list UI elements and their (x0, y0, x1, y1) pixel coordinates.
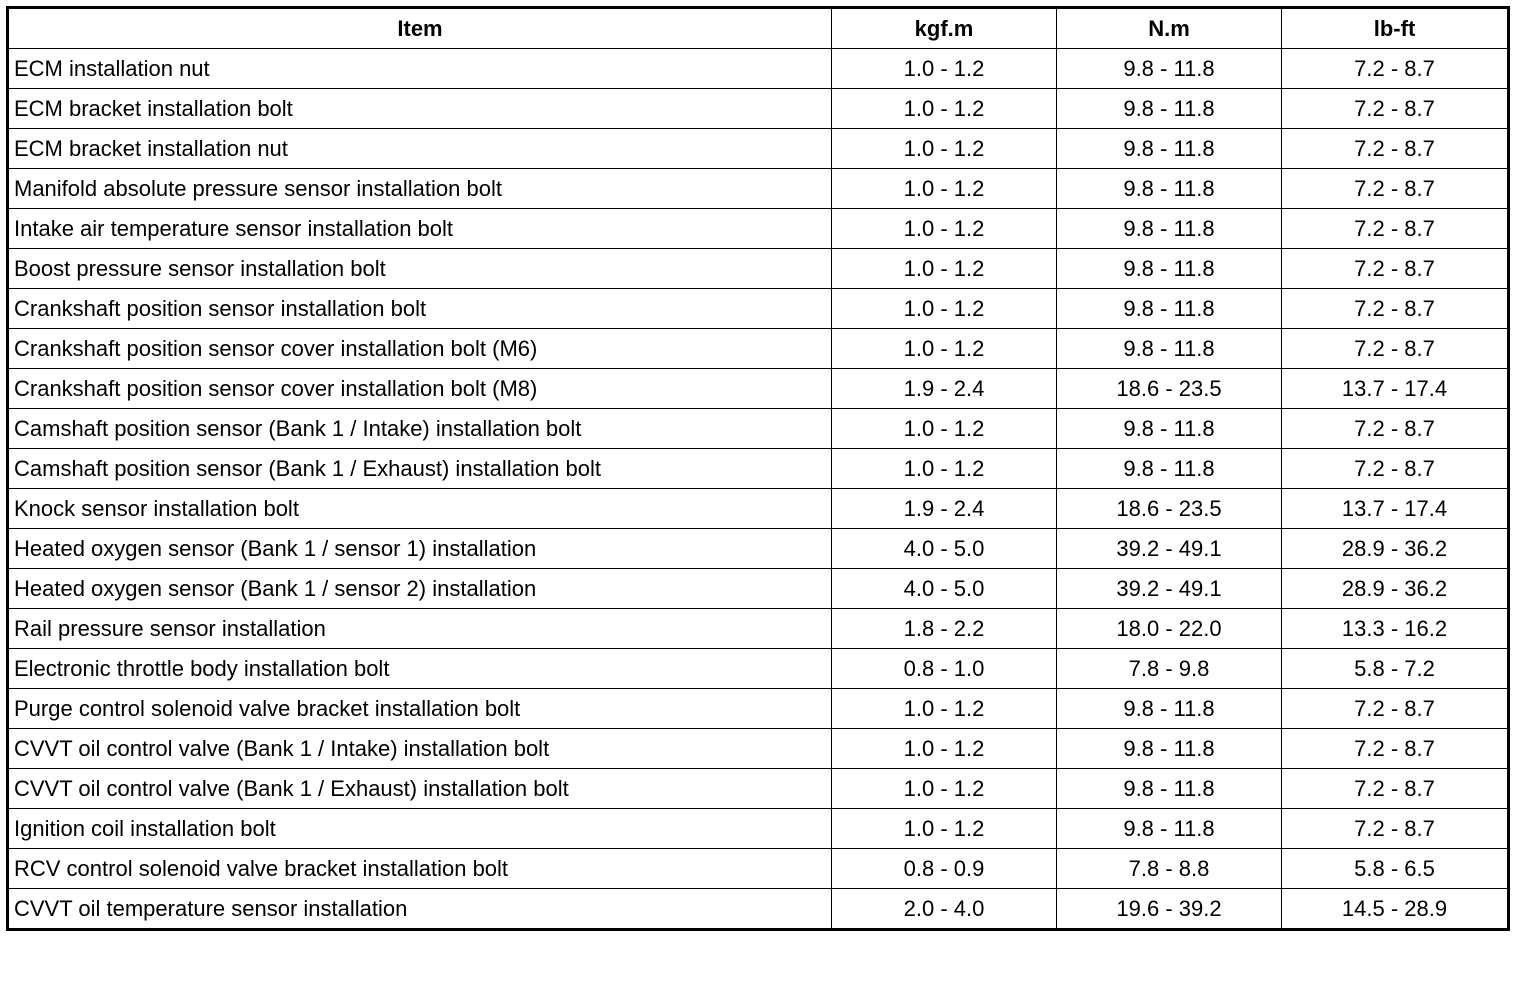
cell-item: CVVT oil control valve (Bank 1 / Intake) installation bolt (8, 729, 832, 769)
cell-item: Camshaft position sensor (Bank 1 / Intake) installation bolt (8, 409, 832, 449)
table-row (8, 569, 1509, 609)
cell-lb-ft: 7.2 - 8.7 (1282, 89, 1509, 129)
table-row (8, 329, 1509, 369)
cell-lb-ft: 28.9 - 36.2 (1282, 569, 1509, 609)
cell-lb-ft: 7.2 - 8.7 (1282, 449, 1509, 489)
table-row (8, 49, 1509, 89)
cell-kgf-m: 1.0 - 1.2 (832, 809, 1057, 849)
cell-lb-ft: 7.2 - 8.7 (1282, 329, 1509, 369)
cell-lb-ft: 28.9 - 36.2 (1282, 529, 1509, 569)
header-item: Item (8, 8, 832, 49)
cell-item: Intake air temperature sensor installation bolt (8, 209, 832, 249)
cell-lb-ft: 7.2 - 8.7 (1282, 409, 1509, 449)
table-row (8, 809, 1509, 849)
cell-kgf-m: 1.0 - 1.2 (832, 49, 1057, 89)
cell-kgf-m: 1.0 - 1.2 (832, 769, 1057, 809)
torque-spec-table (6, 6, 1510, 931)
cell-item: Heated oxygen sensor (Bank 1 / sensor 2) installation (8, 569, 832, 609)
cell-lb-ft: 7.2 - 8.7 (1282, 809, 1509, 849)
cell-item: ECM bracket installation bolt (8, 89, 832, 129)
cell-n-m: 9.8 - 11.8 (1057, 769, 1282, 809)
cell-n-m: 9.8 - 11.8 (1057, 409, 1282, 449)
table-body (8, 49, 1509, 930)
cell-item: Crankshaft position sensor cover installation bolt (M6) (8, 329, 832, 369)
cell-lb-ft: 14.5 - 28.9 (1282, 889, 1509, 930)
table-row (8, 649, 1509, 689)
cell-item: RCV control solenoid valve bracket installation bolt (8, 849, 832, 889)
cell-item: Manifold absolute pressure sensor installation bolt (8, 169, 832, 209)
table-row (8, 729, 1509, 769)
header-kgf-m: kgf.m (832, 8, 1057, 49)
cell-n-m: 18.6 - 23.5 (1057, 489, 1282, 529)
cell-item: Purge control solenoid valve bracket installation bolt (8, 689, 832, 729)
cell-lb-ft: 13.3 - 16.2 (1282, 609, 1509, 649)
cell-item: Knock sensor installation bolt (8, 489, 832, 529)
cell-lb-ft: 7.2 - 8.7 (1282, 169, 1509, 209)
cell-kgf-m: 0.8 - 1.0 (832, 649, 1057, 689)
cell-kgf-m: 4.0 - 5.0 (832, 529, 1057, 569)
cell-lb-ft: 5.8 - 7.2 (1282, 649, 1509, 689)
cell-kgf-m: 1.0 - 1.2 (832, 409, 1057, 449)
cell-item: Camshaft position sensor (Bank 1 / Exhaust) installation bolt (8, 449, 832, 489)
table-row (8, 369, 1509, 409)
cell-kgf-m: 1.0 - 1.2 (832, 729, 1057, 769)
table-row (8, 689, 1509, 729)
table-row (8, 489, 1509, 529)
cell-lb-ft: 7.2 - 8.7 (1282, 289, 1509, 329)
cell-kgf-m: 1.9 - 2.4 (832, 489, 1057, 529)
cell-lb-ft: 7.2 - 8.7 (1282, 249, 1509, 289)
cell-item: CVVT oil control valve (Bank 1 / Exhaust) installation bolt (8, 769, 832, 809)
cell-n-m: 9.8 - 11.8 (1057, 89, 1282, 129)
table-row (8, 609, 1509, 649)
cell-kgf-m: 1.0 - 1.2 (832, 249, 1057, 289)
table-row (8, 409, 1509, 449)
table-row (8, 769, 1509, 809)
cell-kgf-m: 1.0 - 1.2 (832, 289, 1057, 329)
cell-n-m: 9.8 - 11.8 (1057, 729, 1282, 769)
cell-n-m: 9.8 - 11.8 (1057, 329, 1282, 369)
cell-kgf-m: 2.0 - 4.0 (832, 889, 1057, 930)
cell-lb-ft: 7.2 - 8.7 (1282, 49, 1509, 89)
cell-n-m: 9.8 - 11.8 (1057, 49, 1282, 89)
cell-kgf-m: 1.0 - 1.2 (832, 209, 1057, 249)
cell-n-m: 18.6 - 23.5 (1057, 369, 1282, 409)
cell-item: Crankshaft position sensor cover installation bolt (M8) (8, 369, 832, 409)
cell-kgf-m: 1.0 - 1.2 (832, 89, 1057, 129)
cell-lb-ft: 7.2 - 8.7 (1282, 129, 1509, 169)
cell-lb-ft: 7.2 - 8.7 (1282, 209, 1509, 249)
cell-kgf-m: 4.0 - 5.0 (832, 569, 1057, 609)
table-row (8, 449, 1509, 489)
cell-n-m: 7.8 - 8.8 (1057, 849, 1282, 889)
cell-item: ECM installation nut (8, 49, 832, 89)
cell-n-m: 39.2 - 49.1 (1057, 569, 1282, 609)
cell-kgf-m: 0.8 - 0.9 (832, 849, 1057, 889)
cell-lb-ft: 5.8 - 6.5 (1282, 849, 1509, 889)
table-header-row (8, 8, 1509, 49)
cell-n-m: 9.8 - 11.8 (1057, 809, 1282, 849)
table-row (8, 209, 1509, 249)
cell-kgf-m: 1.8 - 2.2 (832, 609, 1057, 649)
cell-kgf-m: 1.0 - 1.2 (832, 129, 1057, 169)
table-row (8, 849, 1509, 889)
table-row (8, 129, 1509, 169)
table-row (8, 529, 1509, 569)
cell-item: Rail pressure sensor installation (8, 609, 832, 649)
cell-item: CVVT oil temperature sensor installation (8, 889, 832, 930)
cell-n-m: 7.8 - 9.8 (1057, 649, 1282, 689)
cell-n-m: 9.8 - 11.8 (1057, 449, 1282, 489)
table-row (8, 89, 1509, 129)
cell-n-m: 9.8 - 11.8 (1057, 169, 1282, 209)
cell-n-m: 19.6 - 39.2 (1057, 889, 1282, 930)
cell-n-m: 9.8 - 11.8 (1057, 249, 1282, 289)
cell-item: Heated oxygen sensor (Bank 1 / sensor 1) installation (8, 529, 832, 569)
cell-kgf-m: 1.0 - 1.2 (832, 169, 1057, 209)
cell-item: Ignition coil installation bolt (8, 809, 832, 849)
table-row (8, 289, 1509, 329)
cell-item: Boost pressure sensor installation bolt (8, 249, 832, 289)
cell-kgf-m: 1.0 - 1.2 (832, 449, 1057, 489)
table-row (8, 889, 1509, 930)
cell-lb-ft: 7.2 - 8.7 (1282, 769, 1509, 809)
cell-lb-ft: 7.2 - 8.7 (1282, 689, 1509, 729)
header-lb-ft: lb-ft (1282, 8, 1509, 49)
table-row (8, 169, 1509, 209)
cell-kgf-m: 1.9 - 2.4 (832, 369, 1057, 409)
cell-n-m: 9.8 - 11.8 (1057, 209, 1282, 249)
cell-lb-ft: 13.7 - 17.4 (1282, 369, 1509, 409)
cell-n-m: 9.8 - 11.8 (1057, 289, 1282, 329)
cell-lb-ft: 7.2 - 8.7 (1282, 729, 1509, 769)
cell-item: Electronic throttle body installation bolt (8, 649, 832, 689)
table-row (8, 249, 1509, 289)
cell-n-m: 18.0 - 22.0 (1057, 609, 1282, 649)
cell-n-m: 9.8 - 11.8 (1057, 689, 1282, 729)
cell-n-m: 39.2 - 49.1 (1057, 529, 1282, 569)
cell-lb-ft: 13.7 - 17.4 (1282, 489, 1509, 529)
cell-kgf-m: 1.0 - 1.2 (832, 329, 1057, 369)
cell-n-m: 9.8 - 11.8 (1057, 129, 1282, 169)
cell-kgf-m: 1.0 - 1.2 (832, 689, 1057, 729)
cell-item: ECM bracket installation nut (8, 129, 832, 169)
cell-item: Crankshaft position sensor installation bolt (8, 289, 832, 329)
header-n-m: N.m (1057, 8, 1282, 49)
